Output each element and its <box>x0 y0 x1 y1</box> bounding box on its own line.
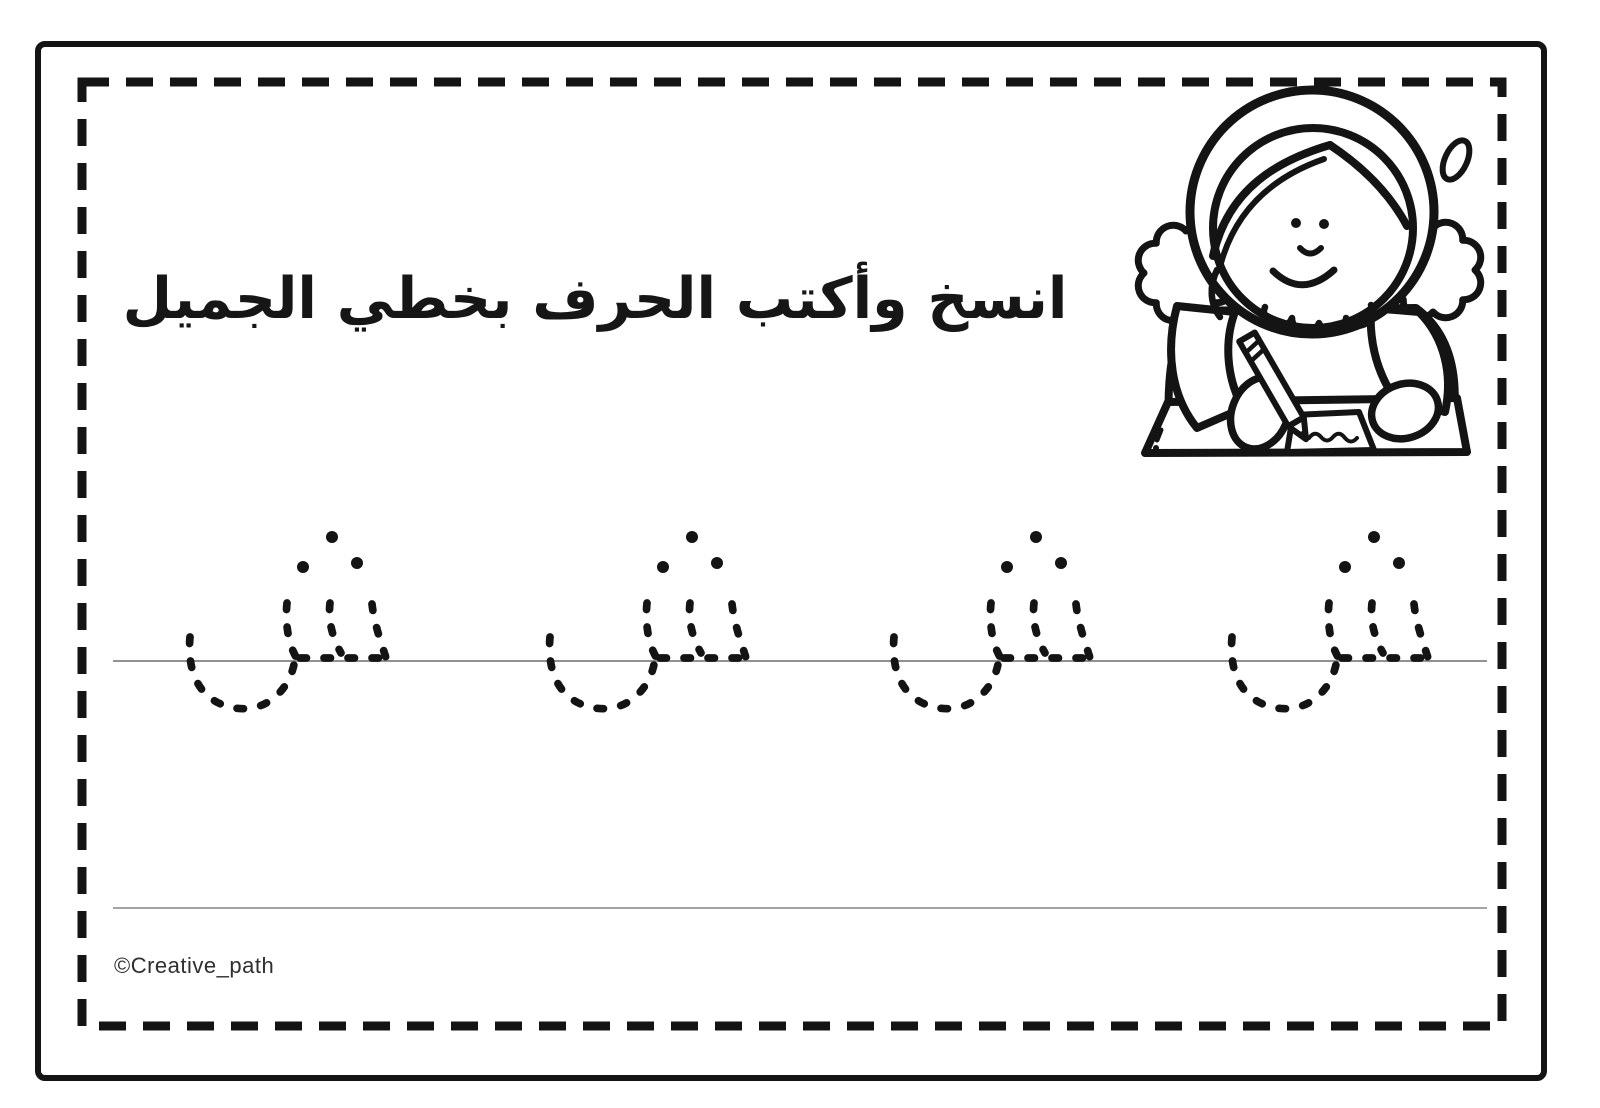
traced-letter-sheen <box>548 527 753 717</box>
traced-letter-sheen <box>1230 527 1435 717</box>
writing-line-2 <box>113 907 1487 909</box>
traced-letter-sheen <box>892 527 1097 717</box>
girl-head <box>1190 90 1434 334</box>
traced-letter-sheen <box>188 527 393 717</box>
credit-watermark: ©Creative_path <box>114 953 275 978</box>
page-title: انسخ وأكتب الحرف بخطي الجميل <box>122 266 1068 332</box>
girl-writing-illustration <box>1113 76 1481 466</box>
